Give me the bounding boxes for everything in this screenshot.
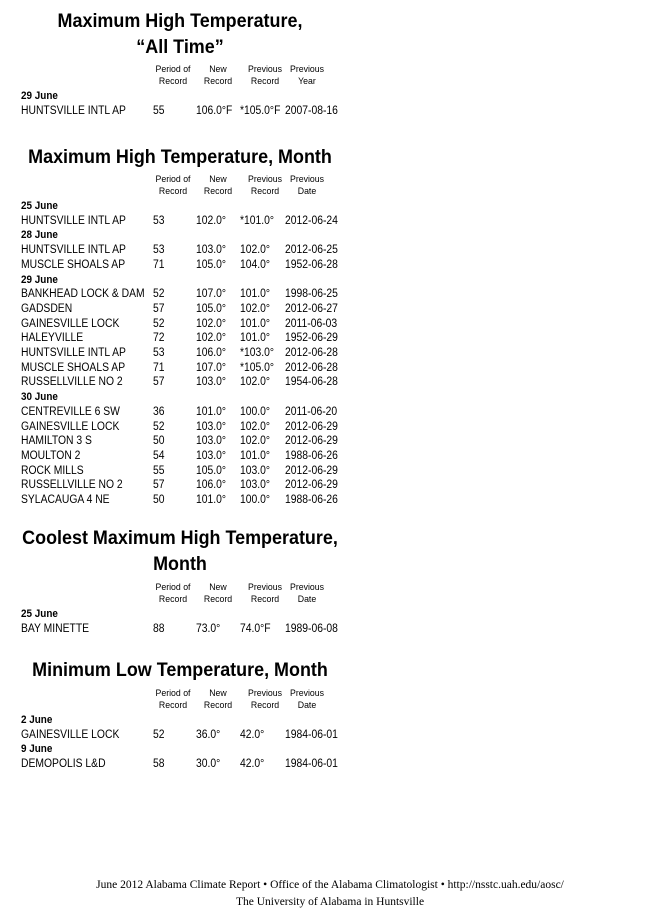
station-name: GAINESVILLE LOCK (21, 728, 120, 741)
new-record: 102.0° (196, 332, 227, 345)
previous-date: 1988-06-26 (285, 449, 338, 462)
previous-record: 101.0° (240, 449, 271, 462)
column-header-prev: Record (250, 700, 280, 711)
new-record: 73.0° (196, 622, 221, 635)
period-of-record: 53 (153, 214, 165, 227)
station-name: SYLACAUGA 4 NE (21, 494, 110, 506)
previous-record: 103.0° (240, 464, 271, 477)
new-record: 103.0° (196, 420, 227, 433)
previous-date: 1952-06-28 (285, 258, 338, 271)
station-name: HUNTSVILLE INTL AP (21, 347, 126, 359)
table-row (0, 420, 360, 435)
table-row (0, 493, 360, 508)
section-title: Month (153, 553, 207, 575)
previous-date: 2007-08-16 (285, 104, 338, 117)
period-of-record: 57 (153, 376, 165, 389)
footer-line-1: June 2012 Alabama Climate Report • Office of the Alabama Climatologist • http://nsstc.uah.edu/aosc/ (96, 879, 564, 891)
table-row (0, 317, 360, 332)
table-row (0, 214, 360, 229)
table-row (0, 375, 360, 390)
table-row (0, 287, 360, 302)
column-header-new: Record (203, 186, 233, 197)
table-row (0, 243, 360, 258)
new-record: 106.0° (196, 479, 227, 492)
station-name: ROCK MILLS (21, 464, 84, 477)
station-name: HUNTSVILLE INTL AP (21, 244, 126, 257)
new-record: 103.0° (196, 244, 227, 257)
column-header-period: Period of (155, 174, 191, 185)
period-of-record: 50 (153, 494, 165, 506)
column-header-last: Previous (289, 582, 325, 593)
column-header-last: Previous (289, 174, 325, 185)
column-header-new: Record (203, 594, 233, 605)
date-group-label: 29 June (21, 90, 58, 102)
new-record: 105.0° (196, 302, 227, 315)
station-name: HUNTSVILLE INTL AP (21, 214, 126, 227)
station-name: CENTREVILLE 6 SW (21, 405, 120, 418)
period-of-record: 71 (153, 361, 165, 374)
period-of-record: 57 (153, 302, 165, 315)
previous-date: 2012-06-28 (285, 347, 338, 359)
previous-record: 102.0° (240, 244, 271, 257)
period-of-record: 88 (153, 622, 165, 635)
previous-date: 2012-06-29 (285, 479, 338, 492)
previous-date: 2011-06-03 (285, 317, 338, 330)
previous-record: 42.0° (240, 728, 265, 741)
date-group-label: 28 June (21, 229, 58, 242)
previous-record: 42.0° (240, 758, 265, 771)
station-name: HAMILTON 3 S (21, 435, 92, 448)
period-of-record: 55 (153, 464, 165, 477)
column-header-prev: Previous (247, 64, 283, 75)
station-name: MUSCLE SHOALS AP (21, 361, 126, 374)
column-header-last: Previous (289, 688, 325, 699)
column-header-period: Record (158, 594, 188, 605)
period-of-record: 71 (153, 258, 165, 271)
period-of-record: 36 (153, 405, 165, 418)
date-group-label: 25 June (21, 608, 58, 620)
period-of-record: 54 (153, 449, 165, 462)
station-name: MUSCLE SHOALS AP (21, 258, 126, 271)
new-record: 106.0° (196, 347, 227, 359)
previous-record: 74.0°F (240, 622, 271, 635)
period-of-record: 50 (153, 435, 165, 448)
previous-record: 100.0° (240, 405, 271, 418)
previous-date: 1954-06-28 (285, 376, 338, 389)
new-record: 103.0° (196, 449, 227, 462)
section-title: “All Time” (136, 36, 224, 58)
new-record: 107.0° (196, 361, 227, 374)
column-header-period: Period of (155, 688, 191, 699)
column-header-new: New (209, 688, 227, 699)
column-header-period: Period of (155, 582, 191, 593)
new-record: 106.0°F (196, 104, 233, 117)
column-header-period: Record (158, 186, 188, 197)
previous-record: *105.0°F (240, 104, 281, 117)
previous-date: 2012-06-25 (285, 244, 338, 257)
column-header-prev: Previous (247, 688, 283, 699)
column-header-new: Record (203, 76, 233, 87)
previous-date: 1984-06-01 (285, 728, 338, 741)
column-header-prev: Previous (247, 582, 283, 593)
section-title: Maximum High Temperature, (57, 10, 303, 32)
date-group-label: 30 June (21, 391, 58, 404)
column-header-new: Record (203, 700, 233, 711)
new-record: 107.0° (196, 288, 227, 301)
column-header-last: Date (297, 186, 317, 197)
previous-date: 2012-06-28 (285, 361, 338, 374)
footer-line-2: The University of Alabama in Huntsville (235, 896, 425, 908)
table-row (0, 346, 360, 361)
new-record: 102.0° (196, 317, 227, 330)
period-of-record: 55 (153, 104, 165, 117)
station-name: HALEYVILLE (21, 332, 84, 345)
previous-date: 2012-06-24 (285, 214, 338, 227)
date-group-label: 9 June (21, 743, 53, 756)
table-row (0, 361, 360, 376)
previous-record: 102.0° (240, 302, 271, 315)
previous-record: 102.0° (240, 376, 271, 389)
column-header-prev: Record (250, 594, 280, 605)
previous-record: *103.0° (240, 347, 275, 359)
new-record: 102.0° (196, 214, 227, 227)
station-name: BANKHEAD LOCK & DAM (21, 288, 145, 301)
column-header-last: Previous (289, 64, 325, 75)
station-name: GAINESVILLE LOCK (21, 317, 120, 330)
table-row (0, 478, 360, 493)
period-of-record: 58 (153, 758, 165, 771)
period-of-record: 52 (153, 317, 165, 330)
column-header-prev: Previous (247, 174, 283, 185)
period-of-record: 52 (153, 288, 165, 301)
previous-record: 102.0° (240, 435, 271, 448)
table-row (0, 258, 360, 273)
previous-date: 1989-06-08 (285, 622, 338, 635)
date-group-label: 29 June (21, 273, 58, 286)
period-of-record: 52 (153, 728, 165, 741)
table-row (0, 302, 360, 317)
previous-record: 103.0° (240, 479, 271, 492)
column-header-last: Date (297, 594, 317, 605)
section-title: Minimum Low Temperature, Month (32, 659, 328, 681)
station-name: GAINESVILLE LOCK (21, 420, 120, 433)
table-row (0, 622, 360, 637)
period-of-record: 72 (153, 332, 165, 345)
table-row (0, 757, 360, 772)
station-name: RUSSELLVILLE NO 2 (21, 479, 123, 492)
previous-date: 2012-06-29 (285, 435, 338, 448)
previous-date: 2011-06-20 (285, 405, 338, 418)
section-title: Coolest Maximum High Temperature, (22, 527, 338, 549)
previous-date: 1952-06-29 (285, 332, 338, 345)
new-record: 101.0° (196, 405, 227, 418)
new-record: 105.0° (196, 258, 227, 271)
date-group-label: 2 June (21, 714, 53, 726)
previous-record: 102.0° (240, 420, 271, 433)
table-row (0, 405, 360, 420)
period-of-record: 53 (153, 244, 165, 257)
previous-record: *101.0° (240, 214, 275, 227)
section-title: Maximum High Temperature, Month (28, 146, 332, 168)
column-header-last: Date (297, 700, 317, 711)
previous-date: 2012-06-27 (285, 302, 338, 315)
table-row (0, 449, 360, 464)
table-row (0, 728, 360, 743)
new-record: 36.0° (196, 728, 221, 741)
new-record: 30.0° (196, 758, 221, 771)
column-header-prev: Record (250, 186, 280, 197)
column-header-new: New (209, 582, 227, 593)
station-name: GADSDEN (21, 302, 73, 315)
previous-date: 2012-06-29 (285, 464, 338, 477)
station-name: RUSSELLVILLE NO 2 (21, 376, 123, 389)
previous-date: 1998-06-25 (285, 288, 338, 301)
previous-record: 101.0° (240, 288, 271, 301)
previous-record: *105.0° (240, 361, 275, 374)
period-of-record: 52 (153, 420, 165, 433)
table-row (0, 104, 360, 119)
new-record: 105.0° (196, 464, 227, 477)
previous-record: 101.0° (240, 317, 271, 330)
column-header-new: New (209, 174, 227, 185)
column-header-new: New (209, 64, 227, 75)
station-name: BAY MINETTE (21, 622, 90, 635)
new-record: 103.0° (196, 376, 227, 389)
previous-date: 1984-06-01 (285, 758, 338, 771)
previous-record: 104.0° (240, 258, 271, 271)
station-name: DEMOPOLIS L&D (21, 758, 106, 771)
column-header-last: Year (298, 76, 316, 87)
table-row (0, 434, 360, 449)
date-group-label: 25 June (21, 200, 58, 212)
period-of-record: 57 (153, 479, 165, 492)
table-row (0, 331, 360, 346)
previous-record: 101.0° (240, 332, 271, 345)
column-header-period: Record (158, 700, 188, 711)
period-of-record: 53 (153, 347, 165, 359)
previous-record: 100.0° (240, 494, 271, 506)
column-header-prev: Record (250, 76, 280, 87)
new-record: 101.0° (196, 494, 227, 506)
column-header-period: Period of (155, 64, 191, 75)
previous-date: 1988-06-26 (285, 494, 338, 506)
new-record: 103.0° (196, 435, 227, 448)
station-name: HUNTSVILLE INTL AP (21, 104, 126, 117)
station-name: MOULTON 2 (21, 449, 81, 462)
table-row (0, 464, 360, 479)
previous-date: 2012-06-29 (285, 420, 338, 433)
column-header-period: Record (158, 76, 188, 87)
